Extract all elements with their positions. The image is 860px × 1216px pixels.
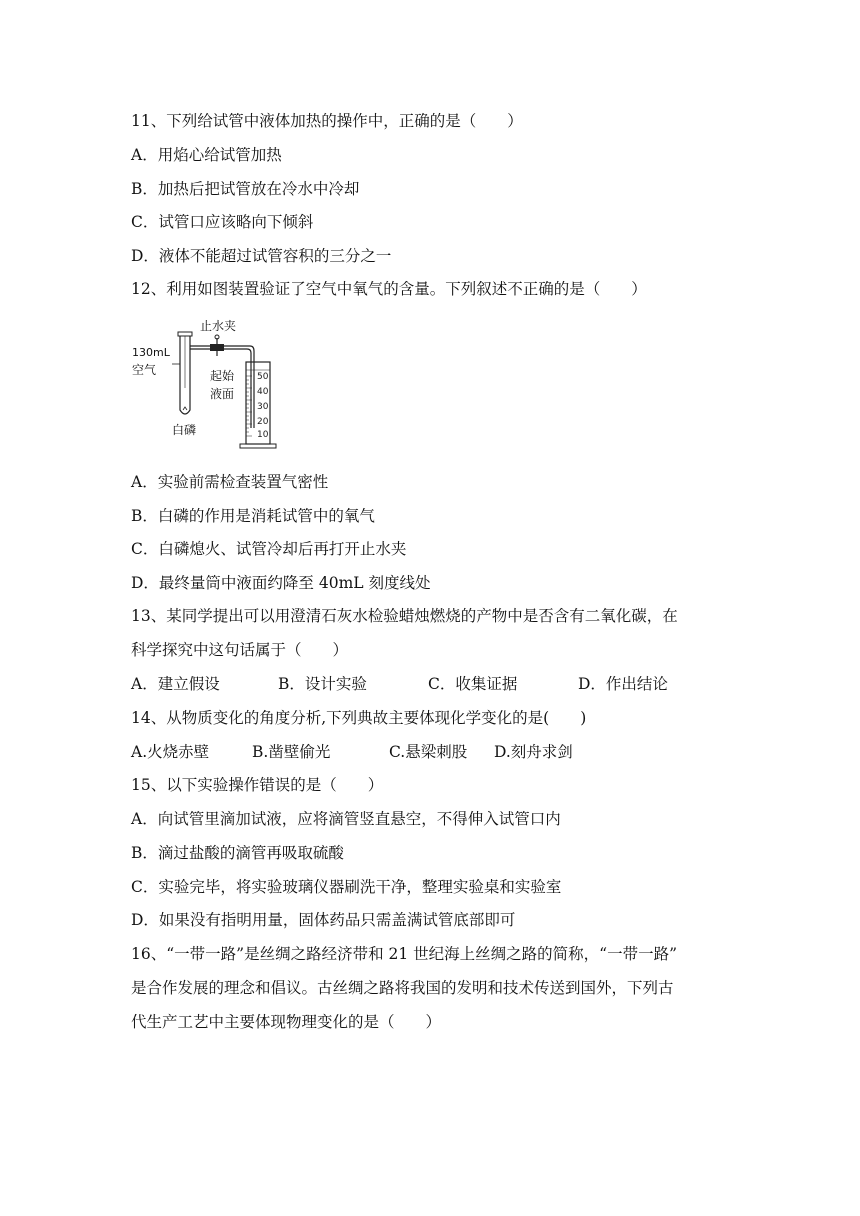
stopper	[178, 332, 192, 336]
q11-option-c: C．试管口应该略向下倾斜	[131, 213, 314, 231]
q13-options-row	[131, 674, 731, 694]
q12-stem: 12、利用如图装置验证了空气中氧气的含量。下列叙述不正确的是（ ）	[131, 280, 647, 298]
q14-option-d: D.刻舟求剑	[494, 743, 573, 761]
label-air-volume: 130mL	[132, 346, 170, 359]
q12-apparatus-diagram	[128, 318, 288, 456]
q13-option-d: D．作出结论	[578, 675, 668, 693]
q11-option-d: D．液体不能超过试管容积的三分之一	[131, 247, 392, 265]
scale-label-20: 20	[257, 417, 269, 427]
q15-option-c: C．实验完毕，将实验玻璃仪器刷洗干净，整理实验桌和实验室	[131, 878, 562, 896]
q16-stem-line2: 是合作发展的理念和倡议。古丝绸之路将我国的发明和技术传送到国外，下列古	[131, 979, 674, 997]
label-level: 液面	[210, 387, 235, 401]
q13-option-a: A．建立假设	[131, 675, 220, 693]
q14-options-row	[131, 742, 731, 762]
q13-stem-line2: 科学探究中这句话属于（ ）	[131, 641, 349, 659]
q14-option-c: C.悬梁刺股	[389, 743, 468, 761]
q11-option-b: B．加热后把试管放在冷水中冷却	[131, 180, 360, 198]
label-start: 起始	[210, 369, 235, 383]
scale-label-50: 50	[257, 372, 269, 382]
scale-label-10: 10	[257, 430, 269, 440]
q15-option-b: B．滴过盐酸的滴管再吸取硫酸	[131, 844, 344, 862]
q16-stem-line1: 16、“一带一路”是丝绸之路经济带和 21 世纪海上丝绸之路的简称，“一带一路”	[131, 945, 677, 963]
q14-stem: 14、从物质变化的角度分析,下列典故主要体现化学变化的是( )	[131, 709, 587, 727]
scale-label-30: 30	[257, 402, 269, 412]
scale-label-40: 40	[257, 387, 269, 397]
scale-labels	[257, 372, 269, 440]
q11-stem: 11、下列给试管中液体加热的操作中，正确的是（ ）	[131, 112, 523, 130]
q13-option-b: B．设计实验	[278, 675, 367, 693]
q12-option-a: A．实验前需检查装置气密性	[131, 473, 329, 491]
q12-option-b: B．白磷的作用是消耗试管中的氧气	[131, 507, 375, 525]
q12-option-d: D．最终量筒中液面约降至 40mL 刻度线处	[131, 574, 431, 592]
q15-stem: 15、以下实验操作错误的是（ ）	[131, 776, 384, 794]
q12-option-c: C．白磷熄火、试管冷却后再打开止水夹	[131, 540, 407, 558]
label-air: 空气	[132, 363, 157, 377]
label-clamp: 止水夹	[200, 319, 237, 333]
q14-option-b: B.凿壁偷光	[252, 743, 331, 761]
phosphorus-mark	[183, 407, 187, 410]
q16-stem-line3: 代生产工艺中主要体现物理变化的是（ ）	[131, 1013, 442, 1031]
q15-option-d: D．如果没有指明用量，固体药品只需盖满试管底部即可	[131, 911, 516, 929]
cylinder-base	[240, 444, 276, 448]
q13-option-c: C．收集证据	[428, 675, 518, 693]
label-phosphorus: 白磷	[172, 423, 197, 437]
q14-option-a: A.火烧赤壁	[131, 743, 210, 761]
q11-option-a: A．用焰心给试管加热	[131, 146, 282, 164]
q13-stem-line1: 13、某同学提出可以用澄清石灰水检验蜡烛燃烧的产物中是否含有二氧化碳，在	[131, 607, 678, 625]
q15-option-a: A．向试管里滴加试液，应将滴管竖直悬空，不得伸入试管口内	[131, 810, 561, 828]
